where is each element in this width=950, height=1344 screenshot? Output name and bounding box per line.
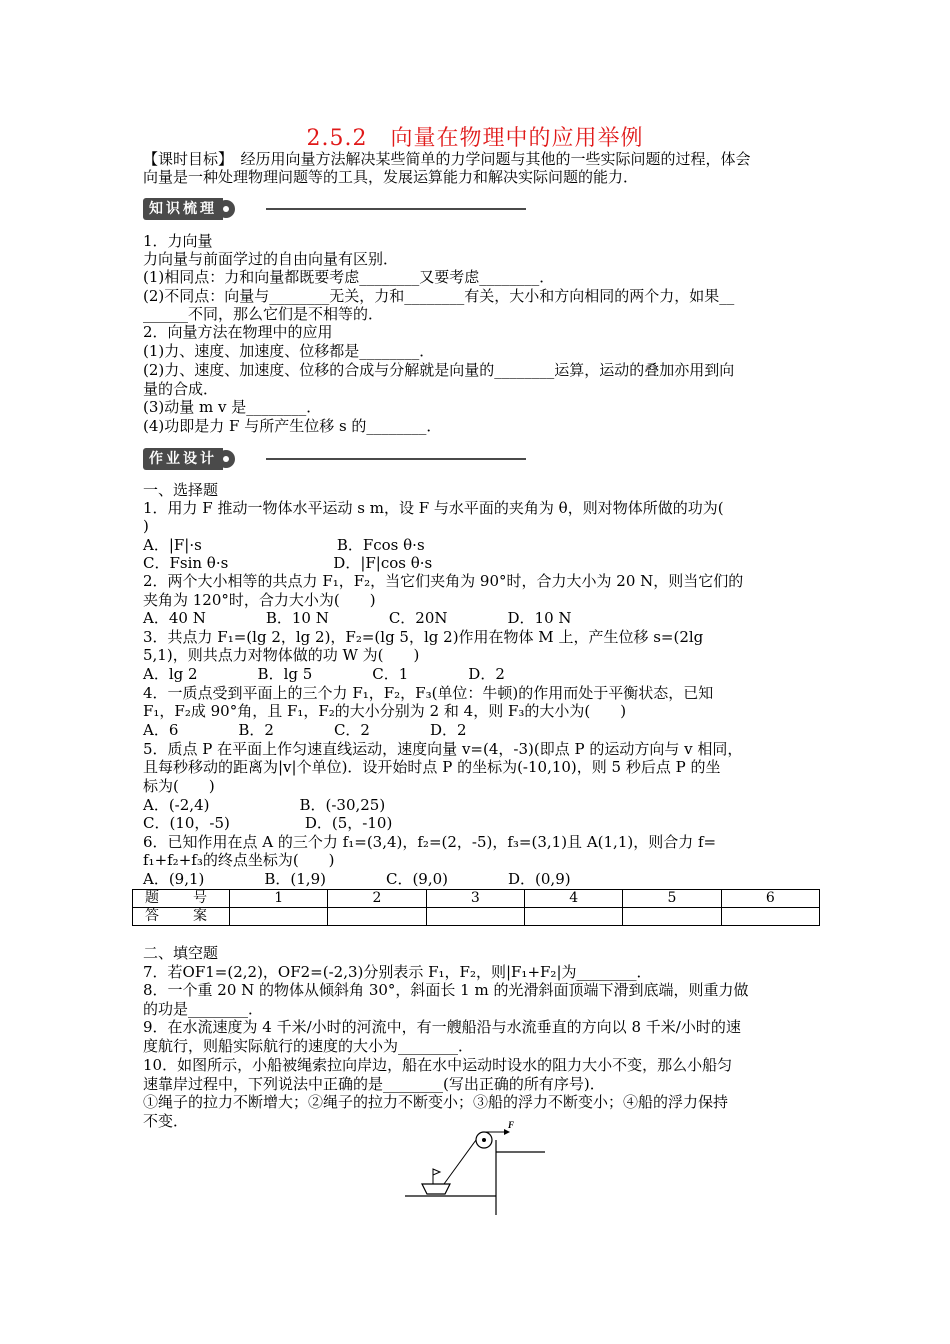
question-line: A．40 N B．10 N C．20N D．10 N (143, 609, 572, 627)
table-row (133, 890, 820, 908)
knowledge-line: (4)功即是力 F 与所产生位移 s 的________． (143, 417, 442, 435)
knowledge-line: ______不同，那么它们是不相等的． (143, 305, 384, 323)
question-line: A．lg 2 B．lg 5 C．1 D．2 (143, 665, 505, 683)
question-line: 一、选择题 (143, 481, 219, 499)
question-line: 的功是________． (143, 1000, 264, 1018)
question-line: C．(10，-5) D．(5，-10) (143, 814, 393, 832)
table-cell: 题 号 (133, 890, 230, 908)
section-divider (266, 458, 526, 460)
answer-cell[interactable] (230, 908, 328, 926)
table-cell: 4 (524, 890, 622, 908)
table-cell: 2 (328, 890, 426, 908)
knowledge-line: (1)相同点：力和向量都既要考虑________又要考虑________． (143, 268, 555, 286)
table-cell: 6 (721, 890, 819, 908)
knowledge-line: (1)力、速度、加速度、位移都是________． (143, 342, 435, 360)
section-badge-knowledge (143, 198, 235, 220)
question-line: 7．若OF1=(2,2)，OF2=(-2,3)分别表示 F₁，F₂，则|F₁+F₂|为________． (143, 963, 652, 981)
question-line: A．(9,1) B．(1,9) C．(9,0) D．(0,9) (143, 870, 571, 888)
knowledge-line: 1．力向量 (143, 232, 213, 250)
question-line: f₁+f₂+f₃的终点坐标为( ) (143, 851, 335, 869)
answer-cell[interactable] (623, 908, 721, 926)
question-line: 3．共点力 F₁=(lg 2，lg 2)，F₂=(lg 5，lg 2)作用在物体 M 上，产生位移 s=(2lg (143, 628, 704, 646)
question-line: 1．用力 F 推动一物体水平运动 s m，设 F 与水平面的夹角为 θ，则对物体所做的功为( (143, 499, 724, 517)
question-line: C．Fsin θ·s D．|F|cos θ·s (143, 554, 433, 572)
section-badge-homework (143, 448, 235, 470)
question-line: 8．一个重 20 N 的物体从倾斜角 30°，斜面长 1 m 的光滑斜面顶端下滑到底端，则重力做 (143, 981, 749, 999)
table-cell: 答 案 (133, 908, 230, 926)
knowledge-line: 2．向量方法在物理中的应用 (143, 323, 333, 341)
objective-line: 【课时目标】 经历用向量方法解决某些简单的力学问题与其他的一些实际问题的过程，体会 (143, 150, 751, 168)
knowledge-line: (2)不同点：向量与________无关，力和________有关，大小和方向相同的两个力，如果__ (143, 287, 735, 305)
question-line: 9．在水流速度为 4 千米/小时的河流中，有一艘船沿与水流垂直的方向以 8 千米/小时的速 (143, 1018, 741, 1036)
question-line: A．6 B．2 C．2 D．2 (143, 721, 467, 739)
section-title: 知识梳理 (143, 198, 223, 220)
flag-icon (433, 1169, 440, 1175)
question-line: ①绳子的拉力不断增大；②绳子的拉力不断变小；③船的浮力不断变小；④船的浮力保持 (143, 1093, 729, 1111)
question-line: 2．两个大小相等的共点力 F₁，F₂，当它们夹角为 90°时，合力大小为 20 N，则当它们的 (143, 572, 744, 590)
question-line: 4．一质点受到平面上的三个力 F₁，F₂，F₃(单位：牛顿)的作用而处于平衡状态，已知 (143, 684, 714, 702)
answer-cell[interactable] (426, 908, 524, 926)
bullet-icon (217, 450, 235, 468)
question-line: 标为( ) (143, 777, 215, 795)
question-line: 10．如图所示，小船被绳索拉向岸边，船在水中运动时设水的阻力大小不变，那么小船匀 (143, 1056, 733, 1074)
knowledge-line: (3)动量 m v 是________． (143, 398, 322, 416)
question-line: 速靠岸过程中，下列说法中正确的是________(写出正确的所有序号)． (143, 1075, 605, 1093)
answer-cell[interactable] (524, 908, 622, 926)
question-line: 二、填空题 (143, 944, 219, 962)
knowledge-line: 量的合成． (143, 380, 219, 398)
section-divider (266, 208, 526, 210)
question-line: 度航行，则船实际航行的速度的大小为________． (143, 1037, 474, 1055)
question-line: 不变． (143, 1112, 189, 1130)
boat-pulley-figure (400, 1120, 560, 1220)
page-title: 2.5.2 向量在物理中的应用举例 (306, 126, 644, 151)
objective-line: 向量是一种处理物理问题等的工具，发展运算能力和解决实际问题的能力． (143, 168, 639, 186)
question-line: F₁，F₂成 90°角，且 F₁，F₂的大小分别为 2 和 4，则 F₃的大小为( ) (143, 702, 627, 720)
table-row (133, 908, 820, 926)
question-line: 6．已知作用在点 A 的三个力 f₁=(3,4)，f₂=(2，-5)，f₃=(3,1)且 A(1,1)，则合力 f= (143, 833, 717, 851)
answer-table (132, 889, 820, 926)
question-line: 且每秒移动的距离为|v|个单位)．设开始时点 P 的坐标为(-10,10)，则 5 秒后点 P 的坐 (143, 758, 721, 776)
question-line: A．|F|·s B．Fcos θ·s (143, 536, 425, 554)
question-line: 5,1)，则共点力对物体做的功 W 为( ) (143, 646, 420, 664)
knowledge-line: (2)力、速度、加速度、位移的合成与分解就是向量的________运算，运动的叠加亦用到向 (143, 361, 735, 379)
knowledge-line: 力向量与前面学过的自由向量有区别． (143, 250, 399, 268)
table-cell: 3 (426, 890, 524, 908)
question-line: 5．质点 P 在平面上作匀速直线运动，速度向量 v=(4，-3)(即点 P 的运动方向与 v 相同， (143, 740, 743, 758)
bullet-icon (217, 200, 235, 218)
answer-cell[interactable] (328, 908, 426, 926)
answer-cell[interactable] (721, 908, 819, 926)
force-label: F (508, 1120, 515, 1130)
boat-icon (422, 1184, 450, 1194)
table-cell: 5 (623, 890, 721, 908)
question-line: A．(-2,4) B．(-30,25) (143, 796, 386, 814)
section-title: 作业设计 (143, 448, 223, 470)
question-line: 夹角为 120°时，合力大小为( ) (143, 591, 376, 609)
table-cell: 1 (230, 890, 328, 908)
question-line: ) (143, 517, 149, 535)
